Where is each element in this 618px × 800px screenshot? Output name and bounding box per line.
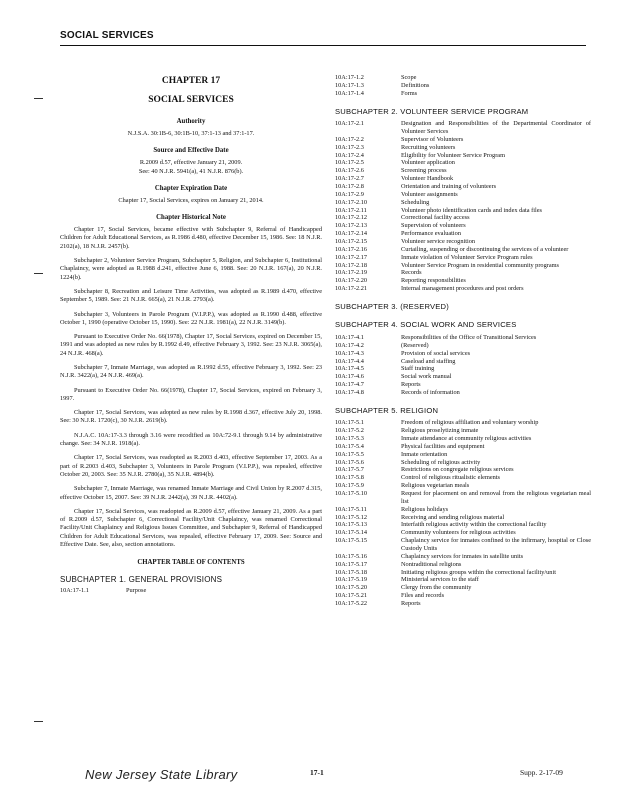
toc-entry xyxy=(60,587,322,595)
history-paragraph: Chapter 17, Social Services, was readopted as R.2009 d.57, effective January 21, 2009. As a part of R.2009 d.57, Subchapter 6, Correctional Facility/Unit Chaplaincy, was renamed Correctional Facility/Unit Chaplaincy and Religious Issues Committee, and Subchapter 9, Referral of Handicapped Children for Adult Educational Services, was repealed, effective February 17, 2009. See: Source and Effective Date. See, also, section annotations. xyxy=(60,507,322,549)
section-title: Volunteer photo identification cards and index data files xyxy=(401,206,542,214)
expiration-text: Chapter 17, Social Services, expires on January 21, 2014. xyxy=(118,196,264,204)
toc-entry xyxy=(335,537,591,553)
section-number: 10A:17-5.9 xyxy=(335,482,364,490)
toc-left-entries xyxy=(60,587,322,595)
section-number: 10A:17-5.17 xyxy=(335,560,368,568)
toc-entry xyxy=(335,74,591,82)
section-title: Supervisor of Volunteers xyxy=(401,135,464,143)
section-title: Community volunteers for religious activities xyxy=(401,529,516,537)
section-number: 10A:17-2.9 xyxy=(335,190,364,198)
section-title: Orientation and training of volunteers xyxy=(401,182,497,190)
toc-entry xyxy=(335,419,591,427)
history-heading: Chapter Historical Note xyxy=(156,214,226,222)
section-number: 10A:17-2.21 xyxy=(335,285,368,293)
expiration-heading: Chapter Expiration Date xyxy=(154,184,228,192)
section-title: Files and records xyxy=(401,592,445,600)
section-number: 10A:17-5.11 xyxy=(335,505,367,513)
section-title: Volunteer Service Program in residential community programs xyxy=(401,261,559,269)
toc-heading: CHAPTER TABLE OF CONTENTS xyxy=(137,559,245,567)
history-paragraph: Pursuant to Executive Order No. 66(1978), Chapter 17, Social Services, expired on February 3, 1997. xyxy=(60,386,322,402)
section-number: 10A:17-5.4 xyxy=(335,442,364,450)
section-number: 10A:17-2.16 xyxy=(335,245,368,253)
left-column xyxy=(60,72,322,595)
chapter-label: CHAPTER 17 xyxy=(161,76,221,86)
section-number: 10A:17-2.8 xyxy=(335,182,364,190)
section-number: 10A:17-2.18 xyxy=(335,261,368,269)
chapter-name: SOCIAL SERVICES xyxy=(148,94,234,105)
toc-entry xyxy=(335,238,591,246)
toc-entry xyxy=(335,144,591,152)
toc-entry xyxy=(335,600,591,608)
history-paragraph: Subchapter 3, Volunteers in Parole Program (V.I.P.P.), was adopted as R.1990 d.488, effective October 1, 1990 (operative October 15, 1990). See: 22 N.J.R. 1981(a), 22 N.J.R. 3149(b). xyxy=(60,310,322,326)
subchapter-heading: SUBCHAPTER 1. GENERAL PROVISIONS xyxy=(60,575,223,585)
section-title: Purpose xyxy=(126,586,147,594)
section-title: Records xyxy=(401,269,422,277)
section-title: Scheduling xyxy=(401,198,430,206)
section-number: 10A:17-4.7 xyxy=(335,381,364,389)
subchapter-heading: SUBCHAPTER 5. RELIGION xyxy=(335,405,439,415)
section-title: Religious proselytizing inmate xyxy=(401,427,479,435)
section-title: Volunteer assignments xyxy=(401,190,458,198)
section-number: 10A:17-1.2 xyxy=(335,74,364,81)
library-watermark: New Jersey State Library xyxy=(85,767,238,782)
margin-mark xyxy=(34,721,43,722)
section-number: 10A:17-2.19 xyxy=(335,269,368,277)
toc-entry xyxy=(335,230,591,238)
section-number: 10A:17-4.1 xyxy=(335,333,364,341)
section-number: 10A:17-4.4 xyxy=(335,357,364,365)
toc-entry xyxy=(335,381,591,389)
margin-mark xyxy=(34,273,43,274)
toc-entry xyxy=(335,350,591,358)
toc-entry xyxy=(335,262,591,270)
section-title: Scope xyxy=(401,74,417,81)
section-title: Religious holidays xyxy=(401,505,449,513)
toc-entry xyxy=(335,82,591,90)
source-heading: Source and Effective Date xyxy=(153,147,229,155)
history-paragraph: Subchapter 8, Recreation and Leisure Time Activities, was adopted as R.1989 d.470, effective September 5, 1989. See: 21 N.J.R. 665(a), 21 N.J.R. 2793(a). xyxy=(60,287,322,304)
section-number: 10A:17-5.12 xyxy=(335,513,368,521)
section-title: Inmate attendance at community religious activities xyxy=(401,435,532,443)
subchapter-heading: SUBCHAPTER 3. (RESERVED) xyxy=(335,301,449,311)
toc-entry xyxy=(335,214,591,222)
section-number: 10A:17-1.4 xyxy=(335,89,364,97)
toc-entry xyxy=(335,529,591,537)
section-number: 10A:17-2.6 xyxy=(335,167,364,175)
section-title: Provision of social services xyxy=(401,349,471,357)
history-paragraph: Chapter 17, Social Services, was readopted as R.2003 d.403, effective September 17, 2003. As a part of R.2003 d.403, Subchapter 3, Volunteers in Parole Program (V.I.P.P.), was repealed, effective October 20, 2003. See: 35 N.J.R. 2780(a), 35 N.J.R. 4894(b). xyxy=(60,454,322,478)
section-title: Inmate orientation xyxy=(401,450,448,458)
section-number: 10A:17-4.2 xyxy=(335,341,364,349)
toc-entry xyxy=(335,159,591,167)
section-number: 10A:17-1.1 xyxy=(60,586,89,594)
toc-entry xyxy=(335,152,591,160)
section-number: 10A:17-2.5 xyxy=(335,159,364,167)
toc-entry xyxy=(335,358,591,366)
toc-entry xyxy=(335,521,591,529)
section-number: 10A:17-1.3 xyxy=(335,81,364,89)
toc-entry xyxy=(335,254,591,262)
section-title: Responsibilities of the Office of Transitional Services xyxy=(401,333,537,341)
authority-heading: Authority xyxy=(176,118,206,126)
toc-entry xyxy=(335,285,591,293)
toc-entry xyxy=(335,561,591,569)
section-title: Request for placement on and removal from the religious vegetarian meal list xyxy=(401,490,591,505)
section-title: Control of religious ritualistic elements xyxy=(401,474,500,482)
section-title: Scheduling of religious activity xyxy=(401,458,481,466)
section-title: Internal management procedures and post orders xyxy=(401,285,524,293)
history-paragraph: N.J.A.C. 10A:17-3.3 through 3.16 were recodified as 10A:72-9.1 through 9.14 by administrative change. See: 34 N.J.R. 1918(a). xyxy=(60,431,322,448)
toc-entry xyxy=(335,246,591,254)
section-number: 10A:17-5.5 xyxy=(335,450,364,458)
page-number: 17-1 xyxy=(310,768,324,777)
toc-entry xyxy=(335,576,591,584)
section-title: Reporting responsibilities xyxy=(401,277,466,285)
authority-text: N.J.S.A. 30:1B-6, 30:1B-10, 37:1-13 and 37:1-17. xyxy=(127,130,255,138)
section-title: Nontraditional religions xyxy=(401,560,462,568)
toc-entry xyxy=(335,451,591,459)
section-number: 10A:17-5.2 xyxy=(335,427,364,435)
toc-entry xyxy=(335,90,591,98)
section-title: Curtailing, suspending or discontinuing the services of a volunteer xyxy=(401,245,569,253)
section-number: 10A:17-5.21 xyxy=(335,592,368,600)
section-title: Supervision of volunteers xyxy=(401,222,466,230)
toc-entry xyxy=(335,269,591,277)
toc-right-column xyxy=(335,74,591,608)
section-number: 10A:17-2.10 xyxy=(335,198,368,206)
toc-entry xyxy=(335,183,591,191)
supplement-date: Supp. 2-17-09 xyxy=(520,768,563,777)
section-title: Clergy from the community xyxy=(401,584,472,592)
section-title: Caseload and staffing xyxy=(401,357,456,365)
section-number: 10A:17-2.3 xyxy=(335,143,364,151)
history-paragraph: Subchapter 2, Volunteer Service Program, Subchapter 5, Religion, and Subchapter 6, Institutional Chaplaincy, were adopted as R.1988 d.241, effective June 6, 1988. See: 20 N.J.R. 167(a), 20 N.J.R. 1224(b). xyxy=(60,257,322,281)
toc-entry xyxy=(335,584,591,592)
section-title: Volunteer application xyxy=(401,159,455,167)
section-number: 10A:17-4.3 xyxy=(335,349,364,357)
section-number: 10A:17-2.20 xyxy=(335,277,368,285)
section-number: 10A:17-5.19 xyxy=(335,576,368,584)
section-number: 10A:17-2.2 xyxy=(335,135,364,143)
section-number: 10A:17-2.15 xyxy=(335,237,368,245)
header-rule xyxy=(60,45,586,46)
toc-entry xyxy=(335,435,591,443)
subchapter-heading: SUBCHAPTER 4. SOCIAL WORK AND SERVICES xyxy=(335,320,517,330)
section-title: Performance evaluation xyxy=(401,230,461,238)
toc-entry xyxy=(335,342,591,350)
section-title: Records of information xyxy=(401,388,460,396)
section-number: 10A:17-4.6 xyxy=(335,373,364,381)
section-title: Correctional facility access xyxy=(401,214,470,222)
toc-entry xyxy=(335,389,591,397)
history-paragraph: Chapter 17, Social Services, was adopted as new rules by R.1998 d.367, effective July 20, 1998. See: 30 N.J.R. 1720(c), 30 N.J.R. 2619(b). xyxy=(60,409,322,425)
source-line: See: 40 N.J.R. 5941(a), 41 N.J.R. 876(b). xyxy=(138,167,244,175)
section-number: 10A:17-2.14 xyxy=(335,230,368,238)
section-number: 10A:17-5.16 xyxy=(335,552,368,560)
section-number: 10A:17-5.7 xyxy=(335,466,364,474)
section-title: Social work manual xyxy=(401,373,452,381)
toc-entry xyxy=(335,490,591,506)
section-title: Forms xyxy=(401,89,418,97)
section-number: 10A:17-5.14 xyxy=(335,529,368,537)
running-head: SOCIAL SERVICES xyxy=(60,30,154,41)
section-number: 10A:17-5.13 xyxy=(335,521,368,529)
section-number: 10A:17-5.6 xyxy=(335,458,364,466)
toc-entry xyxy=(335,466,591,474)
toc-entry xyxy=(335,373,591,381)
section-title: Chaplaincy service for inmates confined to the infirmary, hospital or Close Custody Units xyxy=(401,537,591,553)
toc-entry xyxy=(335,199,591,207)
section-number: 10A:17-2.11 xyxy=(335,206,367,214)
toc-entry xyxy=(335,459,591,467)
history-paragraph: Subchapter 7, Inmate Marriage, was renamed Inmate Marriage and Civil Union by R.2007 d.315, effective October 15, 2007. See: 39 N.J.R. 2442(a), 39 N.J.R. 4402(a). xyxy=(60,485,322,501)
section-number: 10A:17-2.17 xyxy=(335,253,368,261)
margin-mark xyxy=(34,98,43,99)
section-title: Reports xyxy=(401,600,421,608)
section-title: Physical facilities and equipment xyxy=(401,442,485,450)
section-title: Religious vegetarian meals xyxy=(401,482,470,490)
section-title: Definitions xyxy=(401,81,430,89)
section-title: Designation and Responsibilities of the Departmental Coordinator of Volunteer Services xyxy=(401,120,591,135)
toc-entry xyxy=(335,592,591,600)
section-title: Chaplaincy services for inmates in satellite units xyxy=(401,552,524,560)
history-paragraphs xyxy=(60,226,322,549)
toc-entry xyxy=(335,191,591,199)
section-number: 10A:17-5.22 xyxy=(335,600,368,608)
history-paragraph: Pursuant to Executive Order No. 66(1978), Chapter 17, Social Services, expired on December 15, 1991 and was adopted as new rules by R.1992 d.49, effective February 3, 1992. See: 23 N.J.R. 3065(a), 24 N.J.R. 468(a). xyxy=(60,333,322,357)
toc-entry xyxy=(335,175,591,183)
section-title: Eligibility for Volunteer Service Program xyxy=(401,151,505,159)
section-number: 10A:17-4.8 xyxy=(335,388,364,396)
toc-entry xyxy=(335,482,591,490)
toc-entry xyxy=(335,553,591,561)
toc-entry xyxy=(335,120,591,136)
toc-entry xyxy=(335,427,591,435)
section-title: Volunteer Handbook xyxy=(401,175,454,183)
section-number: 10A:17-5.1 xyxy=(335,419,364,427)
toc-entry xyxy=(335,136,591,144)
section-number: 10A:17-2.1 xyxy=(335,120,364,128)
section-title: Screening process xyxy=(401,167,447,175)
section-title: Interfaith religious activity within the correctional facility xyxy=(401,521,547,529)
section-title: Volunteer service recognition xyxy=(401,237,476,245)
toc-entry xyxy=(335,207,591,215)
section-title: Ministerial services to the staff xyxy=(401,576,479,584)
subchapter-heading: SUBCHAPTER 2. VOLUNTEER SERVICE PROGRAM xyxy=(335,106,529,116)
toc-entry xyxy=(335,506,591,514)
toc-entry xyxy=(335,167,591,175)
section-number: 10A:17-2.13 xyxy=(335,222,368,230)
toc-entry xyxy=(335,365,591,373)
toc-entry xyxy=(335,443,591,451)
toc-entry xyxy=(335,569,591,577)
section-title: (Reserved) xyxy=(401,341,429,349)
section-title: Initiating religious groups within the correctional facility/unit xyxy=(401,568,556,576)
section-number: 10A:17-2.12 xyxy=(335,214,368,222)
toc-entry xyxy=(335,222,591,230)
source-line: R.2009 d.57, effective January 21, 2009. xyxy=(139,159,243,167)
section-number: 10A:17-2.4 xyxy=(335,151,364,159)
history-paragraph: Subchapter 7, Inmate Marriage, was adopted as R.1992 d.55, effective February 3, 1992. See: 23 N.J.R. 3422(a), 24 N.J.R. 469(a). xyxy=(60,363,322,380)
section-number: 10A:17-5.18 xyxy=(335,568,368,576)
section-number: 10A:17-5.15 xyxy=(335,537,368,545)
toc-entry xyxy=(335,514,591,522)
section-title: Reports xyxy=(401,381,421,389)
section-title: Receiving and sending religious material xyxy=(401,513,505,521)
toc-entry xyxy=(335,474,591,482)
section-title: Recruiting volunteers xyxy=(401,143,456,151)
section-title: Staff training xyxy=(401,365,435,373)
section-number: 10A:17-4.5 xyxy=(335,365,364,373)
section-title: Inmate violation of Volunteer Service Program rules xyxy=(401,253,533,261)
source-text xyxy=(60,159,322,176)
toc-entry xyxy=(335,277,591,285)
section-title: Restrictions on congregate religious services xyxy=(401,466,514,474)
section-number: 10A:17-5.3 xyxy=(335,435,364,443)
toc-entry xyxy=(335,334,591,342)
section-number: 10A:17-5.20 xyxy=(335,584,368,592)
section-number: 10A:17-2.7 xyxy=(335,175,364,183)
history-paragraph: Chapter 17, Social Services, became effective with Subchapter 9, Referral of Handicapped Children for Adult Educational Services, as R.1986 d.480, effective December 15, 1986. See: 18 N.J.R. 2102(a), 18 N.J.R. 2457(b). xyxy=(60,226,322,250)
section-number: 10A:17-5.10 xyxy=(335,490,368,498)
section-number: 10A:17-5.8 xyxy=(335,474,364,482)
section-title: Freedom of religious affiliation and voluntary worship xyxy=(401,419,539,427)
